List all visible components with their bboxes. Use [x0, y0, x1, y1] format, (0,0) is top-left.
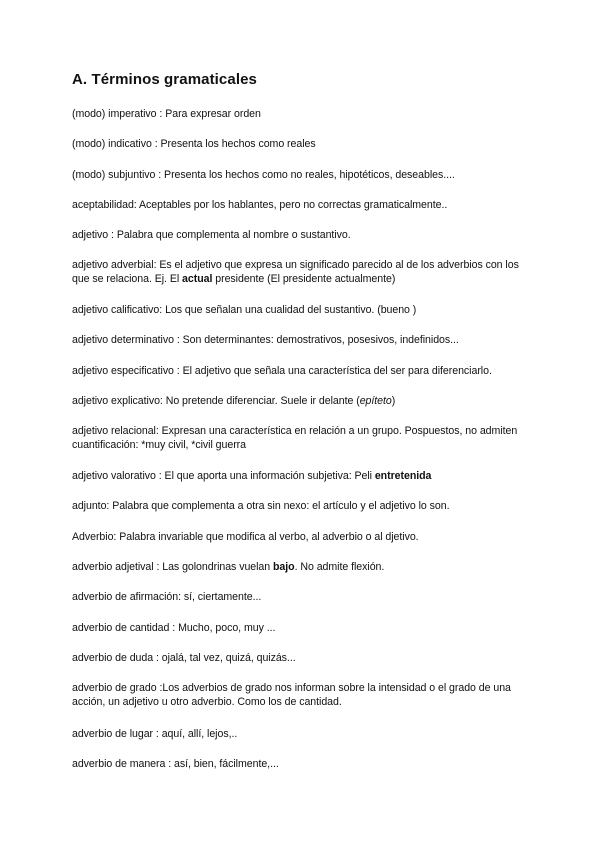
glossary-entry-adjetivo-especificativo [72, 364, 532, 378]
entry-separator: : [155, 169, 165, 181]
entry-term: adjetivo calificativo [72, 304, 160, 316]
entry-term: adverbio de grado [72, 682, 157, 694]
entry-definition: Expresan una característica en relación a un grupo. Pospuestos, no admiten cuantificación: *muy civil, *civil guerra [72, 425, 518, 451]
glossary-entry-adjetivo-valorativo [72, 469, 532, 483]
entry-separator: : [156, 108, 166, 120]
entry-term: adverbio de lugar [72, 728, 154, 740]
glossary-entry-adverbio-de-lugar [72, 727, 532, 741]
example-bold-word: bajo [273, 561, 295, 573]
entry-definition: Los que señalan una cualidad del sustantivo. (bueno ) [165, 304, 417, 316]
entry-definition: así, bien, fácilmente,... [174, 758, 279, 770]
entry-term: adjetivo explicativo [72, 395, 160, 407]
entry-term: adjetivo especificativo [72, 365, 174, 377]
glossary-entry-adjetivo-determinativo [72, 333, 532, 347]
entry-term: adverbio adjetival [72, 561, 154, 573]
entry-separator: : [156, 682, 163, 694]
example-italic-word: epíteto [359, 395, 392, 407]
entry-definition: Mucho, poco, muy ... [178, 622, 276, 634]
glossary-entry-adjunto [72, 499, 532, 513]
entry-definition: Los adverbios de grado nos informan sobre la intensidad o el grado de una acción, un adjetivo u otro adverbio. Como los de cantidad. [72, 682, 511, 708]
entry-definition: El que aporta una información subjetiva: Peli [164, 470, 375, 482]
entry-separator: : [113, 531, 120, 543]
glossary-entry-adverbio-de-duda [72, 651, 532, 665]
entry-separator: : [133, 199, 139, 211]
entry-separator: : [153, 561, 163, 573]
entry-term: adverbio de cantidad [72, 622, 170, 634]
entry-definition-end: ) [391, 395, 396, 407]
entry-definition: Palabra invariable que modifica al verbo, al adverbio o al djetivo. [119, 531, 419, 543]
entry-term: adjunto [72, 500, 107, 512]
entry-term: adjetivo relacional [72, 425, 156, 437]
entry-separator: : [151, 138, 161, 150]
entry-definition: ojalá, tal vez, quizá, quizás... [161, 652, 296, 664]
entry-separator: : [165, 758, 175, 770]
entry-term: adverbio de afirmación [72, 591, 179, 603]
glossary-entry-adverbio-de-grado [72, 681, 532, 709]
entry-definition: Son determinantes: demostrativos, posesivos, indefinidos... [182, 334, 459, 346]
glossary-entry-adjetivo [72, 228, 532, 242]
entry-separator: : [155, 470, 165, 482]
entry-separator: : [169, 622, 179, 634]
entry-separator: : [153, 259, 160, 271]
example-bold-word: entretenida [374, 470, 432, 482]
entry-separator: : [159, 395, 166, 407]
glossary-entry-modo-imperativo [72, 107, 532, 121]
glossary-entry-adverbio-adjetival [72, 560, 532, 574]
entry-definition: Palabra que complementa a otra sin nexo: el artículo y el adjetivo lo son. [112, 500, 450, 512]
entry-term: adjetivo [72, 229, 109, 241]
glossary-entry-adjetivo-relacional [72, 424, 532, 452]
glossary-entry-adverbio [72, 530, 532, 544]
entry-term: adjetivo valorativo [72, 470, 156, 482]
glossary-entry-modo-subjuntivo [72, 168, 532, 182]
entry-definition: Palabra que complementa al nombre o sustantivo. [116, 229, 351, 241]
glossary-entry-adjetivo-adverbial [72, 258, 532, 286]
entry-definition: Para expresar orden [165, 108, 261, 120]
entry-definition: Las golondrinas vuelan [162, 561, 274, 573]
entry-term: (modo) subjuntivo [72, 169, 156, 181]
entry-definition: aquí, allí, lejos,.. [161, 728, 238, 740]
example-bold-word: actual [182, 273, 213, 285]
glossary-entry-adverbio-de-cantidad [72, 621, 532, 635]
glossary-entry-adverbio-de-afirmacion [72, 590, 532, 604]
entry-definition: sí, ciertamente... [183, 591, 262, 603]
entry-separator: : [159, 304, 166, 316]
entry-separator: : [108, 229, 117, 241]
entry-definition: Presenta los hechos como no reales, hipotéticos, deseables.... [164, 169, 455, 181]
glossary-entry-aceptabilidad [72, 198, 532, 212]
entry-term: adverbio de manera [72, 758, 166, 770]
entry-term: adverbio de duda [72, 652, 154, 664]
entry-separator: : [173, 365, 183, 377]
glossary-entry-adjetivo-calificativo [72, 303, 532, 317]
entry-term: (modo) imperativo [72, 108, 157, 120]
glossary-entry-adverbio-de-manera [72, 757, 532, 771]
entry-definition: Es el adjetivo que expresa un significado parecido al de los adverbios con los que se relaciona. Ej. El [72, 259, 519, 285]
entry-term: aceptabilidad [72, 199, 134, 211]
entry-definition: No pretende diferenciar. Suele ir delante ( [165, 395, 360, 407]
entry-definition-end: presidente (El presidente actualmente) [212, 273, 396, 285]
entry-term: Adverbio [72, 531, 114, 543]
glossary-entry-modo-indicativo [72, 137, 532, 151]
section-title: A. Términos gramaticales [72, 71, 257, 88]
entry-separator: : [178, 591, 184, 603]
entry-separator: : [106, 500, 113, 512]
entry-term: adjetivo adverbial [72, 259, 154, 271]
entry-definition: El adjetivo que señala una característica del ser para diferenciarlo. [182, 365, 492, 377]
entry-definition: Presenta los hechos como reales [160, 138, 316, 150]
entry-definition-end: . No admite flexión. [294, 561, 385, 573]
glossary-entry-adjetivo-explicativo [72, 394, 532, 408]
entry-term: adjetivo determinativo [72, 334, 174, 346]
entry-separator: : [155, 425, 162, 437]
entry-separator: : [153, 652, 162, 664]
entry-separator: : [173, 334, 183, 346]
entry-term: (modo) indicativo [72, 138, 152, 150]
entry-definition: Aceptables por los hablantes, pero no correctas gramaticalmente.. [139, 199, 448, 211]
entry-separator: : [153, 728, 162, 740]
